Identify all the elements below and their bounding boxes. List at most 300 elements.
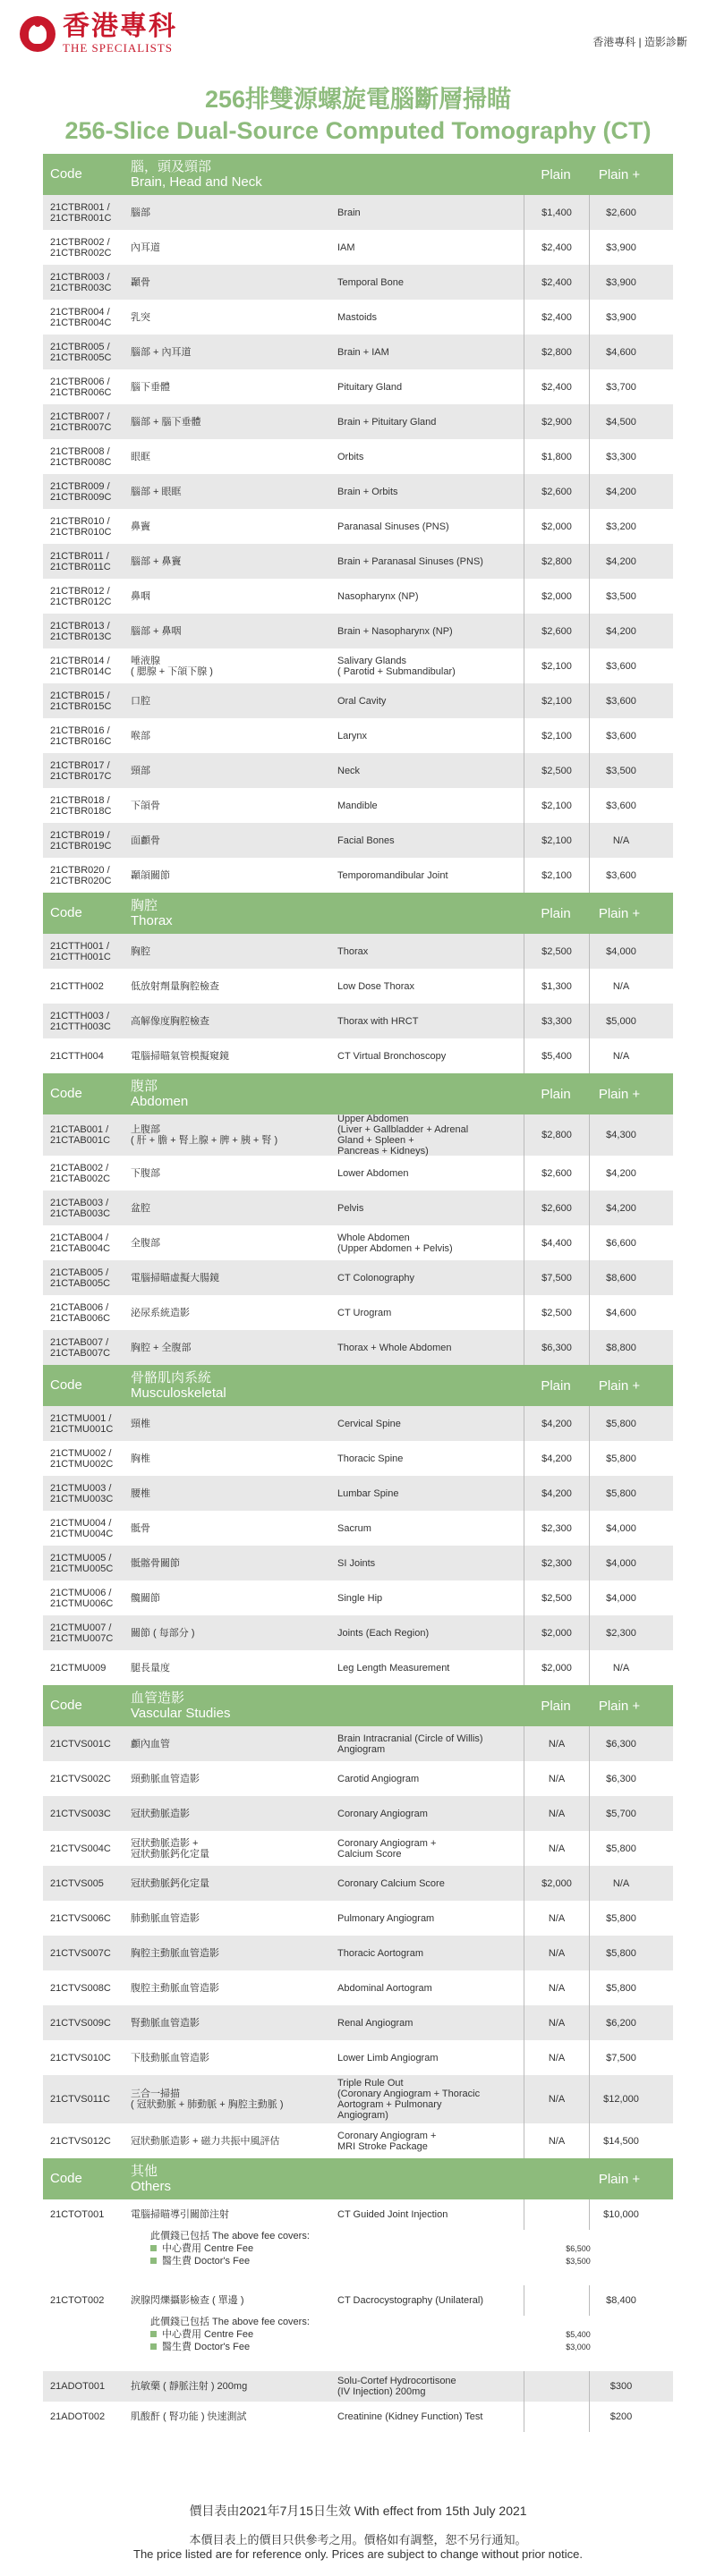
item-name-cn: 胸腔 [131, 945, 150, 957]
item-name-en: Pelvis [337, 1202, 364, 1214]
price-plus: $4,500 [606, 416, 636, 428]
item-code: 21CTVS004C [50, 1843, 111, 1854]
price-plain: $1,800 [524, 439, 590, 474]
item-name-cn: 下頜骨 [131, 800, 160, 811]
table-row [43, 1650, 673, 1685]
item-name-en: Salivary Glands ( Parotid + Submandibular) [337, 655, 456, 677]
item-name-cn: 肺動脈血管造影 [131, 1912, 200, 1924]
item-code: 21CTTH001 / 21CTTH001C [50, 940, 111, 962]
centre-fee-value: $5,400 [566, 2330, 591, 2339]
item-name-cn: 顳頜關節 [131, 869, 170, 881]
price-plus: $4,200 [606, 1167, 636, 1179]
table-row [43, 1406, 673, 1441]
item-name-en: Triple Rule Out (Coronary Angiogram + Thoracic Aortogram + Pulmonary Angiogram) [337, 2078, 481, 2121]
page-title-cn: 256排雙源螺旋電腦斷層掃瞄 [204, 86, 512, 113]
table-row [43, 1191, 673, 1225]
column-code: Code [50, 166, 82, 182]
price-plain: N/A [524, 1936, 590, 1970]
item-code: 21CTBR019 / 21CTBR019C [50, 829, 112, 852]
item-name-cn: 顳骨 [131, 276, 150, 288]
section-title: 腦，頭及頸部 Brain, Head and Neck [131, 159, 262, 190]
price-plain: $2,400 [524, 369, 590, 404]
price-plus: N/A [612, 1050, 630, 1062]
item-code: 21CTMU003 / 21CTMU003C [50, 1482, 114, 1504]
item-name-cn: 上腹部 ( 肝 + 膽 + 腎上腺 + 脾 + 胰 + 腎 ) [131, 1124, 278, 1146]
table-row [43, 718, 673, 753]
table-row [43, 1295, 673, 1330]
item-name-en: Oral Cavity [337, 695, 387, 707]
column-plain [524, 2158, 588, 2199]
section-header [43, 154, 673, 195]
item-name-cn: 下肢動脈血管造影 [131, 2052, 209, 2063]
item-name-cn: 腦部 + 內耳道 [131, 346, 192, 358]
item-code: 21CTBR010 / 21CTBR010C [50, 515, 112, 538]
price-plain: $5,400 [524, 1038, 590, 1073]
item-code: 21CTBR006 / 21CTBR006C [50, 376, 112, 398]
item-code: 21CTOT002 [50, 2295, 105, 2306]
item-name-en: Low Dose Thorax [337, 980, 415, 992]
item-code: 21CTBR004 / 21CTBR004C [50, 306, 112, 328]
item-name-cn: 髖關節 [131, 1592, 160, 1604]
price-plus: $3,500 [606, 590, 636, 602]
table-row [43, 1796, 673, 1831]
item-code: 21CTAB005 / 21CTAB005C [50, 1267, 111, 1289]
price-plus: $3,500 [606, 765, 636, 776]
table-row [43, 2285, 673, 2316]
price-plain: $2,500 [524, 1580, 590, 1615]
table-row [43, 1476, 673, 1511]
item-code: 21CTBR016 / 21CTBR016C [50, 724, 112, 747]
price-plain: $2,000 [524, 1866, 590, 1901]
price-plain [524, 2402, 590, 2432]
centre-fee-value: $6,500 [566, 2244, 591, 2253]
item-code: 21CTAB004 / 21CTAB004C [50, 1232, 111, 1254]
table-row [43, 1225, 673, 1260]
price-plain: $2,100 [524, 823, 590, 858]
item-name-en: Abdominal Aortogram [337, 1982, 432, 1994]
item-name-en: SI Joints [337, 1557, 376, 1569]
table-row [43, 934, 673, 969]
bullet-icon [150, 2245, 157, 2251]
fee-breakdown [43, 2230, 673, 2285]
table-row [43, 1866, 673, 1901]
item-name-en: Facial Bones [337, 835, 395, 846]
price-plus: $8,800 [606, 1342, 636, 1353]
item-name-cn: 唾液腺 ( 腮腺 + 下頜下腺 ) [131, 655, 213, 677]
item-name-cn: 頸椎 [131, 1418, 150, 1429]
price-plain: N/A [524, 1726, 590, 1761]
table-row [43, 439, 673, 474]
item-code: 21CTMU009 [50, 1662, 107, 1674]
price-plus: $7,500 [606, 2052, 636, 2063]
item-name-cn: 骶骨 [131, 1522, 150, 1534]
item-name-en: CT Dacrocystography (Unilateral) [337, 2295, 484, 2306]
price-plus: $2,600 [606, 207, 636, 218]
item-code: 21CTTH003 / 21CTTH003C [50, 1010, 111, 1032]
item-name-en: Joints (Each Region) [337, 1627, 430, 1639]
table-row [43, 335, 673, 369]
price-plus: $4,200 [606, 555, 636, 567]
brand-name-cn: 香港專科 [63, 11, 177, 42]
item-name-en: Thoracic Spine [337, 1453, 404, 1464]
item-name-cn: 淚腺閃爍攝影檢查 ( 單邊 ) [131, 2295, 244, 2306]
table-row [43, 2402, 673, 2432]
table-row [43, 2371, 673, 2402]
item-code: 21CTBR005 / 21CTBR005C [50, 341, 112, 363]
table-row [43, 404, 673, 439]
covers-label: 此價錢已包括 The above fee covers: [150, 2231, 310, 2241]
price-plus: $3,300 [606, 451, 636, 462]
item-code: 21CTOT001 [50, 2209, 105, 2220]
item-code: 21CTBR003 / 21CTBR003C [50, 271, 112, 293]
column-plain-plus: Plain + [598, 1086, 641, 1102]
column-plain-plus: Plain + [598, 905, 641, 921]
item-name-cn: 腰椎 [131, 1487, 150, 1499]
column-plain-plus: Plain + [598, 1377, 641, 1394]
item-code: 21CTAB001 / 21CTAB001C [50, 1124, 111, 1146]
item-name-cn: 泌尿系統造影 [131, 1307, 190, 1318]
price-plus: $6,300 [606, 1738, 636, 1750]
price-plus: $3,600 [606, 695, 636, 707]
doctor-fee-line [150, 2341, 673, 2353]
price-plus: $3,900 [606, 311, 636, 323]
item-name-cn: 全腹部 [131, 1237, 160, 1249]
disclaimer-en: The price listed are for reference only. Prices are subject to change without prior notice. [133, 2547, 583, 2561]
bullet-icon [150, 2343, 157, 2350]
item-code: 21CTBR007 / 21CTBR007C [50, 411, 112, 433]
table-row [43, 1831, 673, 1866]
price-plus: N/A [612, 1662, 630, 1674]
item-code: 21CTMU002 / 21CTMU002C [50, 1447, 114, 1470]
price-plus: $3,900 [606, 276, 636, 288]
header [0, 0, 716, 63]
column-plain-plus: Plain + [598, 1698, 641, 1714]
price-plain: $4,200 [524, 1441, 590, 1476]
price-plain: N/A [524, 2040, 590, 2075]
table-row [43, 2040, 673, 2075]
item-code: 21CTBR017 / 21CTBR017C [50, 759, 112, 782]
item-name-en: Leg Length Measurement [337, 1662, 450, 1674]
item-code: 21CTBR018 / 21CTBR018C [50, 794, 112, 817]
item-name-en: IAM [337, 242, 355, 253]
price-plain: $2,400 [524, 230, 590, 265]
price-plain: $4,200 [524, 1476, 590, 1511]
table-row [43, 369, 673, 404]
table-row [43, 1970, 673, 2005]
price-plain [524, 2285, 590, 2316]
item-name-cn: 鼻咽 [131, 590, 150, 602]
item-name-cn: 胸腔 + 全腹部 [131, 1342, 192, 1353]
price-plain: $2,100 [524, 858, 590, 893]
brand-name-en: THE SPECIALISTS [63, 41, 173, 55]
price-plain: $2,900 [524, 404, 590, 439]
item-name-en: Nasopharynx (NP) [337, 590, 419, 602]
price-plus: $4,200 [606, 625, 636, 637]
price-plus: $3,900 [606, 242, 636, 253]
price-plus: N/A [612, 1877, 630, 1889]
item-name-en: Carotid Angiogram [337, 1773, 420, 1784]
price-plain: $2,000 [524, 579, 590, 614]
price-plain: $2,600 [524, 474, 590, 509]
price-plain: $1,400 [524, 195, 590, 230]
item-name-cn: 乳突 [131, 311, 150, 323]
item-name-en: Brain + IAM [337, 346, 389, 358]
item-code: 21CTAB006 / 21CTAB006C [50, 1301, 111, 1324]
price-plain: $2,000 [524, 1615, 590, 1650]
item-name-en: Coronary Calcium Score [337, 1877, 445, 1889]
column-plain: Plain [541, 1377, 571, 1394]
item-name-en: Coronary Angiogram + Calcium Score [337, 1837, 437, 1860]
price-plus: $8,600 [606, 1272, 636, 1284]
price-plus: $4,200 [606, 486, 636, 497]
item-name-en: Creatinine (Kidney Function) Test [337, 2411, 483, 2422]
item-name-en: Lower Abdomen [337, 1167, 409, 1179]
table-row [43, 1004, 673, 1038]
item-code: 21CTBR013 / 21CTBR013C [50, 620, 112, 642]
item-name-cn: 頸部 [131, 765, 150, 776]
doctor-fee-value: $3,500 [566, 2257, 591, 2266]
item-code: 21CTVS012C [50, 2135, 111, 2147]
table-row [43, 1330, 673, 1365]
item-name-en: Coronary Angiogram + MRI Stroke Package [337, 2130, 437, 2152]
item-code: 21CTAB002 / 21CTAB002C [50, 1162, 111, 1184]
footer [0, 2502, 716, 2561]
price-plain: $2,800 [524, 335, 590, 369]
table-row [43, 1546, 673, 1580]
item-code: 21CTBR009 / 21CTBR009C [50, 480, 112, 503]
item-code: 21CTBR002 / 21CTBR002C [50, 236, 112, 258]
section-header [43, 2158, 673, 2199]
price-plus: $3,600 [606, 730, 636, 741]
item-name-cn: 胸腔主動脈血管造影 [131, 1947, 219, 1959]
price-plain: $2,600 [524, 614, 590, 648]
item-name-cn: 喉部 [131, 730, 150, 741]
price-plain: $2,500 [524, 753, 590, 788]
item-name-cn: 頸動脈血管造影 [131, 1773, 200, 1784]
price-plus: $4,000 [606, 1592, 636, 1604]
item-code: 21CTMU005 / 21CTMU005C [50, 1552, 114, 1574]
column-plain: Plain [541, 1086, 571, 1102]
item-code: 21CTVS001C [50, 1738, 111, 1750]
item-name-cn: 冠狀動脈造影 [131, 1808, 190, 1819]
price-plus: $5,800 [606, 1453, 636, 1464]
table-row [43, 544, 673, 579]
column-code: Code [50, 1086, 82, 1101]
price-plain: $4,400 [524, 1225, 590, 1260]
bullet-icon [150, 2258, 157, 2264]
item-name-cn: 鼻竇 [131, 521, 150, 532]
item-code: 21CTBR014 / 21CTBR014C [50, 655, 112, 677]
item-name-en: CT Virtual Bronchoscopy [337, 1050, 447, 1062]
price-plus: N/A [612, 980, 630, 992]
table-row [43, 2005, 673, 2040]
item-code: 21ADOT001 [50, 2381, 106, 2392]
table-row [43, 969, 673, 1004]
item-name-cn: 電腦掃瞄虛擬大腸鏡 [131, 1272, 219, 1284]
centre-fee-label: 中心費用 Centre Fee [162, 2329, 254, 2340]
table-row [43, 1156, 673, 1191]
price-plus: $4,200 [606, 1202, 636, 1214]
item-name-cn: 腦部 + 鼻咽 [131, 625, 182, 637]
item-name-en: Thorax + Whole Abdomen [337, 1342, 452, 1353]
column-code: Code [50, 2171, 82, 2186]
table-row [43, 2123, 673, 2158]
price-plain: $2,500 [524, 1295, 590, 1330]
item-name-cn: 冠狀動脈造影 + 冠狀動脈鈣化定量 [131, 1837, 209, 1860]
price-plain: $2,400 [524, 265, 590, 300]
doctor-fee-value: $3,000 [566, 2343, 591, 2351]
table-row [43, 1726, 673, 1761]
price-plus: $4,600 [606, 1307, 636, 1318]
column-code: Code [50, 1698, 82, 1713]
item-code: 21CTVS003C [50, 1808, 111, 1819]
column-plain: Plain [541, 1698, 571, 1714]
price-plus: $12,000 [603, 2094, 639, 2105]
item-name-en: Single Hip [337, 1592, 383, 1604]
item-code: 21CTVS009C [50, 2017, 111, 2029]
column-plain-plus: Plain + [598, 2171, 641, 2187]
item-code: 21CTBR008 / 21CTBR008C [50, 445, 112, 468]
price-plus: $3,600 [606, 800, 636, 811]
section-header [43, 893, 673, 934]
table-row [43, 753, 673, 788]
price-plain: N/A [524, 2075, 590, 2123]
table-row [43, 2075, 673, 2123]
price-plain: N/A [524, 1831, 590, 1866]
price-plain: $4,200 [524, 1406, 590, 1441]
column-plain: Plain [541, 166, 571, 182]
price-plain [524, 2199, 590, 2230]
price-plus: $4,300 [606, 1130, 636, 1140]
price-plain: N/A [524, 1970, 590, 2005]
item-name-cn: 冠狀動脈造影 + 磁力共振中風評估 [131, 2135, 280, 2147]
table-row [43, 579, 673, 614]
price-plain: $3,300 [524, 1004, 590, 1038]
item-name-en: Sacrum [337, 1522, 371, 1534]
item-code: 21CTMU006 / 21CTMU006C [50, 1587, 114, 1609]
item-name-cn: 冠狀動脈鈣化定量 [131, 1877, 209, 1889]
item-name-cn: 電腦掃瞄氣管模擬窺鏡 [131, 1050, 229, 1062]
item-code: 21CTBR012 / 21CTBR012C [50, 585, 112, 607]
item-name-cn: 腿長量度 [131, 1662, 170, 1674]
table-row [43, 1580, 673, 1615]
section-header [43, 1365, 673, 1406]
item-code: 21CTTH004 [50, 1050, 104, 1062]
price-plain [524, 2371, 590, 2402]
table-row [43, 614, 673, 648]
price-plus: N/A [612, 835, 630, 846]
item-code: 21CTAB003 / 21CTAB003C [50, 1197, 111, 1219]
item-name-en: Orbits [337, 451, 364, 462]
table-row [43, 195, 673, 230]
table-row [43, 2199, 673, 2230]
section-title: 血管造影 Vascular Studies [131, 1690, 231, 1721]
section-title: 其他 Others [131, 2164, 172, 2194]
item-name-cn: 電腦掃瞄導引關節注射 [131, 2209, 229, 2220]
item-name-en: Upper Abdomen (Liver + Gallbladder + Adrenal Gland + Spleen + Pancreas + Kidneys) [337, 1114, 469, 1157]
item-name-cn: 腦部 + 鼻竇 [131, 555, 182, 567]
item-name-cn: 腎動脈血管造影 [131, 2017, 200, 2029]
price-plus: $3,600 [606, 660, 636, 672]
column-plain: Plain [541, 905, 571, 921]
column-plain-plus: Plain + [598, 166, 641, 182]
item-name-cn: 三合一掃描 ( 冠狀動脈 + 肺動脈 + 胸腔主動脈 ) [131, 2089, 284, 2110]
item-code: 21CTMU007 / 21CTMU007C [50, 1622, 114, 1644]
table-row [43, 230, 673, 265]
brand-logo [20, 13, 177, 55]
tagline: 香港專科 | 造影診斷 [592, 36, 687, 48]
price-plus: $4,000 [606, 945, 636, 957]
item-code: 21CTVS008C [50, 1982, 111, 1994]
item-code: 21CTAB007 / 21CTAB007C [50, 1336, 111, 1359]
section-title: 腹部 Abdomen [131, 1079, 189, 1109]
item-name-cn: 眼眶 [131, 451, 150, 462]
item-name-en: Larynx [337, 730, 368, 741]
centre-fee-line [150, 2328, 673, 2341]
table-row [43, 1615, 673, 1650]
item-name-en: Brain + Orbits [337, 486, 398, 497]
table-row [43, 1114, 673, 1156]
price-plus: $5,800 [606, 1843, 636, 1854]
item-name-cn: 盆腔 [131, 1202, 150, 1214]
price-plus: $3,600 [606, 869, 636, 881]
item-name-cn: 關節 ( 每部分 ) [131, 1627, 195, 1639]
item-code: 21ADOT002 [50, 2411, 106, 2422]
doctor-fee-line [150, 2255, 673, 2267]
section-title: 骨骼肌肉系統 Musculoskeletal [131, 1370, 226, 1401]
price-plus: $10,000 [603, 2209, 639, 2220]
item-name-en: Neck [337, 765, 361, 776]
table-row [43, 1260, 673, 1295]
item-name-en: Solu-Cortef Hydrocortisone (IV Injection) 200mg [337, 2376, 456, 2397]
table-row [43, 1511, 673, 1546]
table-row [43, 509, 673, 544]
table-row [43, 823, 673, 858]
price-plus: $2,300 [606, 1627, 636, 1639]
centre-fee-line [150, 2242, 673, 2255]
item-name-en: Mandible [337, 800, 378, 811]
price-plus: $4,000 [606, 1557, 636, 1569]
table-row [43, 265, 673, 300]
item-name-en: Lumbar Spine [337, 1487, 399, 1499]
table-row [43, 1901, 673, 1936]
table-row [43, 1761, 673, 1796]
table-row [43, 1936, 673, 1970]
price-plain: $2,600 [524, 1191, 590, 1225]
item-name-cn: 顱內血管 [131, 1738, 170, 1750]
item-name-en: Brain + Paranasal Sinuses (PNS) [337, 555, 483, 567]
item-name-en: CT Colonography [337, 1272, 415, 1284]
price-plus: $300 [609, 2381, 633, 2392]
item-code: 21CTVS005 [50, 1877, 104, 1889]
fee-breakdown [43, 2316, 673, 2371]
item-name-en: Brain [337, 207, 361, 218]
centre-fee-label: 中心費用 Centre Fee [162, 2243, 254, 2254]
item-name-en: CT Urogram [337, 1307, 392, 1318]
price-plus: $5,800 [606, 1487, 636, 1499]
price-plus: $8,400 [606, 2295, 636, 2306]
section-header [43, 1685, 673, 1726]
item-name-en: Pituitary Gland [337, 381, 403, 393]
price-plain: $2,100 [524, 648, 590, 683]
item-name-en: Whole Abdomen (Upper Abdomen + Pelvis) [337, 1232, 453, 1254]
item-name-en: Mastoids [337, 311, 378, 323]
price-plus: $5,700 [606, 1808, 636, 1819]
item-name-en: Brain + Pituitary Gland [337, 416, 437, 428]
table-row [43, 858, 673, 893]
item-name-en: Brain Intracranial (Circle of Willis) Angiogram [337, 1733, 483, 1755]
price-plus: $5,800 [606, 1982, 636, 1994]
